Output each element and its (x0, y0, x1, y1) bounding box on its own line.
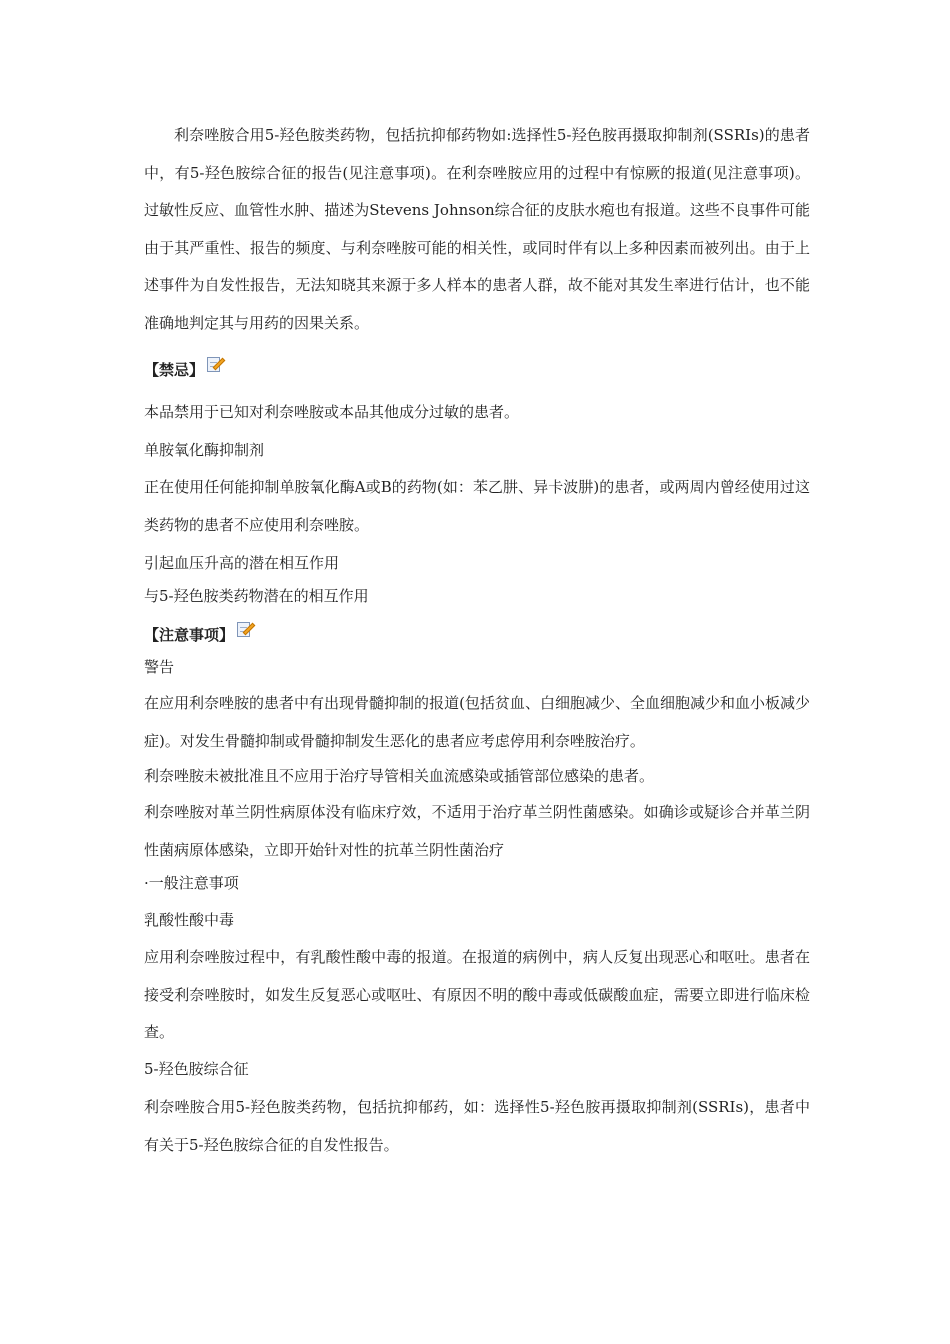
precautions-heading (144, 625, 810, 645)
maoi-title: 单胺氧化酶抑制剂 (144, 441, 265, 459)
maoi-text: 正在使用任何能抑制单胺氧化酶A或B的药物(如：苯乙肼、异卡波肼)的患者，或两周内曾经使用过这类药物的患者不应使用利奈唑胺。 (144, 478, 810, 534)
bone-marrow-warning: 在应用利奈唑胺的患者中有出现骨髓抑制的报道(包括贫血、白细胞减少、全血细胞减少和血小板减少症)。对发生骨髓抑制或骨髓抑制发生恶化的患者应考虑停用利奈唑胺治疗。 (144, 694, 810, 750)
contraindication-allergy: 本品禁用于已知对利奈唑胺或本品其他成分过敏的患者。 (144, 403, 520, 421)
lactic-acidosis-text: 应用利奈唑胺过程中，有乳酸性酸中毒的报道。在报道的病例中，病人反复出现恶心和呕吐。患者在接受利奈唑胺时，如发生反复恶心或呕吐、有原因不明的酸中毒或低碳酸血症，需要立即进行临床检查。 (144, 948, 810, 1041)
serotonin-syndrome-text: 利奈唑胺合用5-羟色胺类药物，包括抗抑郁药，如：选择性5-羟色胺再摄取抑制剂(SSRIs)，患者中有关于5-羟色胺综合征的自发性报告。 (144, 1098, 810, 1154)
bp-interaction-title: 引起血压升高的潜在相互作用 (144, 554, 340, 572)
gram-negative-warning: 利奈唑胺对革兰阴性病原体没有临床疗效，不适用于治疗革兰阴性菌感染。如确诊或疑诊合并革兰阴性菌病原体感染，立即开始针对性的抗革兰阴性菌治疗 (144, 803, 810, 859)
intro-paragraph: 利奈唑胺合用5-羟色胺类药物，包括抗抑郁药物如:选择性5-羟色胺再摄取抑制剂(SSRIs)的患者中，有5-羟色胺综合征的报告(见注意事项)。在利奈唑胺应用的过程中有惊厥的报道(见注意事项)。过敏性反应、血管性水肿、描述为Stevens Johnson综合征的皮肤水疱也有报道。这些不良事件可能由于其严重性、报告的频度、与利奈唑胺可能的相关性，或同时伴有以上多种因素而被列出。由于上述事件为自发性报告，无法知晓其来源于多人样本的患者人群，故不能对其发生率进行估计，也不能准确地判定其与用药的因果关系。 (144, 126, 810, 332)
general-precautions-title: ·一般注意事项 (144, 874, 239, 892)
serotonin-interaction-title: 与5-羟色胺类药物潜在的相互作用 (144, 587, 369, 605)
edit-icon[interactable] (207, 356, 225, 374)
serotonin-syndrome-title: 5-羟色胺综合征 (144, 1060, 249, 1078)
contraindications-heading-text: 【禁忌】 (144, 361, 205, 379)
contraindications-heading (144, 360, 810, 380)
precautions-heading-text: 【注意事项】 (144, 626, 235, 644)
lactic-acidosis-title: 乳酸性酸中毒 (144, 911, 235, 929)
edit-icon[interactable] (237, 621, 255, 639)
catheter-warning: 利奈唑胺未被批准且不应用于治疗导管相关血流感染或插管部位感染的患者。 (144, 767, 655, 785)
warning-title: 警告 (144, 658, 175, 676)
